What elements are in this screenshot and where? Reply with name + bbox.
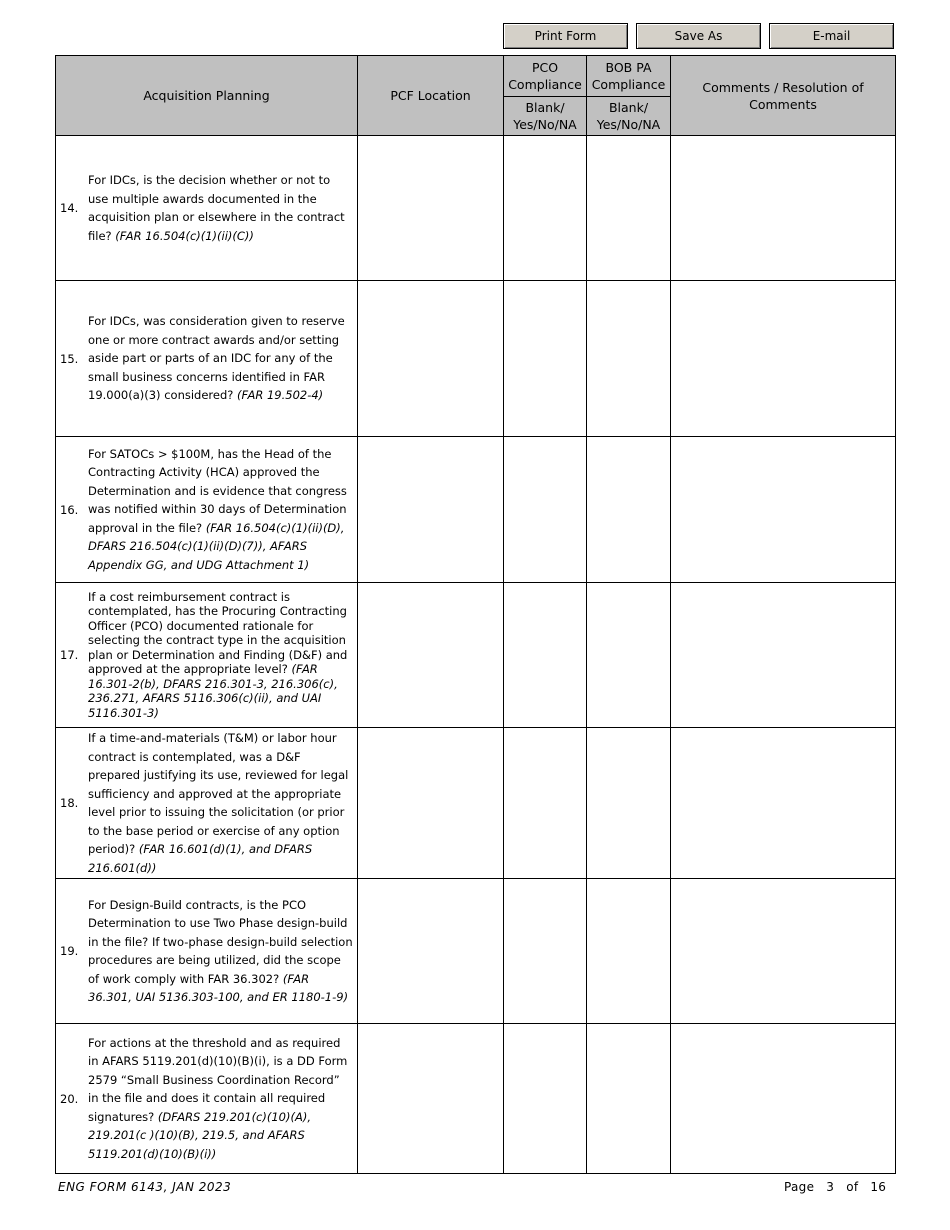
- pco-compliance-field[interactable]: [504, 136, 587, 281]
- bob-pa-compliance-field[interactable]: [587, 1024, 671, 1174]
- header-comments: Comments / Resolution of Comments: [671, 56, 896, 136]
- table-row: [56, 437, 896, 583]
- pcf-location-field[interactable]: [358, 1024, 504, 1174]
- form-identifier: ENG FORM 6143, JAN 2023: [58, 1180, 232, 1194]
- question-citation: (FAR 19.502-4): [237, 388, 324, 403]
- comments-field[interactable]: [671, 583, 896, 728]
- question-cell: [56, 879, 358, 1024]
- email-button[interactable]: E-mail: [769, 23, 894, 49]
- question-number: 19.: [60, 944, 79, 958]
- question-citation: (FAR 16.301-2(b), DFARS 216.301-3, 216.306(c), 236.271, AFARS 5116.306(c)(ii), and UAI 5116.301-3): [88, 662, 338, 720]
- comments-field[interactable]: [671, 136, 896, 281]
- question-number: 14.: [60, 201, 79, 215]
- question-citation: (FAR 36.301, UAI 5136.303-100, and ER 1180-1-9): [88, 971, 349, 1004]
- pcf-location-field[interactable]: [358, 136, 504, 281]
- bob-pa-compliance-field[interactable]: [587, 879, 671, 1024]
- question-number: 15.: [60, 351, 79, 366]
- header-bob-pa-compliance: BOB PA Compliance: [587, 56, 671, 97]
- question-text: If a time-and-materials (T&M) or labor hour contract is contemplated, was a D&F prepared justifying its use, reviewed for legal sufficiency and approved at the appropriate level prior to issuing the solicitation (or prior to the base period or exercise of any option period)? (FAR 16.601(d)(1), and DFARS 216.601(d)): [88, 731, 349, 875]
- bob-pa-compliance-field[interactable]: [587, 728, 671, 879]
- question-citation: (FAR 16.601(d)(1), and DFARS 216.601(d)): [88, 842, 313, 875]
- comments-field[interactable]: [671, 879, 896, 1024]
- question-cell: [56, 437, 358, 583]
- question-cell: [56, 583, 358, 728]
- comments-field[interactable]: [671, 281, 896, 437]
- pco-compliance-field[interactable]: [504, 879, 587, 1024]
- question-cell: [56, 1024, 358, 1174]
- header-acquisition-planning: Acquisition Planning: [56, 56, 358, 136]
- header-bob-blank-yes-no-na: Blank/ Yes/No/NA: [587, 97, 671, 136]
- bob-pa-compliance-field[interactable]: [587, 136, 671, 281]
- question-number: 18.: [60, 796, 79, 810]
- pcf-location-field[interactable]: [358, 879, 504, 1024]
- header-pcf-location: PCF Location: [358, 56, 504, 136]
- comments-field[interactable]: [671, 437, 896, 583]
- question-cell: [56, 136, 358, 281]
- print-form-button[interactable]: Print Form: [503, 23, 628, 49]
- bob-pa-compliance-field[interactable]: [587, 281, 671, 437]
- header-pco-blank-yes-no-na: Blank/ Yes/No/NA: [504, 97, 587, 136]
- question-text: For actions at the threshold and as required in AFARS 5119.201(d)(10)(B)(i), is a DD Form 2579 “Small Business Coordination Record” in the file and does it contain all required signatures? (DFARS 219.201(c)(10)(A), 219.201(c )(10)(B), 219.5, and AFARS 5119.201(d)(10)(B)(i)): [88, 1035, 348, 1161]
- page-label: Page: [784, 1180, 815, 1194]
- pco-compliance-field[interactable]: [504, 728, 587, 879]
- comments-field[interactable]: [671, 728, 896, 879]
- question-number: 17.: [60, 648, 79, 662]
- bob-pa-compliance-field[interactable]: [587, 583, 671, 728]
- question-text: If a cost reimbursement contract is contemplated, has the Procuring Contracting Officer (PCO) documented rationale for selecting the contract type in the acquisition plan or Determination and Finding (D&F) and approved at the appropriate level? (FAR 16.301-2(b), DFARS 216.301-3, 216.306(c), 236.271, AFARS 5116.306(c)(ii), and UAI 5116.301-3): [88, 589, 348, 720]
- acquisition-planning-table: [55, 55, 896, 1174]
- question-text: For IDCs, is the decision whether or not to use multiple awards documented in the acquisition plan or elsewhere in the contract file? (FAR 16.504(c)(1)(ii)(C)): [88, 173, 345, 243]
- header-pco-compliance: PCO Compliance: [504, 56, 587, 97]
- table-row: [56, 728, 896, 879]
- question-text: For IDCs, was consideration given to reserve one or more contract awards and/or setting aside part or parts of an IDC for any of the small business concerns identified in FAR 19.000(a)(3) considered? (FAR 19.502-4): [88, 314, 345, 403]
- pco-compliance-field[interactable]: [504, 437, 587, 583]
- page-total: 16: [870, 1180, 887, 1194]
- question-citation: (FAR 16.504(c)(1)(ii)(C)): [115, 228, 254, 243]
- question-text: For Design-Build contracts, is the PCO Determination to use Two Phase design-build in the file? If two-phase design-build selection procedures are being utilized, did the scope of work comply with FAR 36.302? (FAR 36.301, UAI 5136.303-100, and ER 1180-1-9): [88, 897, 353, 1004]
- pcf-location-field[interactable]: [358, 281, 504, 437]
- pco-compliance-field[interactable]: [504, 281, 587, 437]
- page-number: 3: [826, 1180, 835, 1194]
- save-as-button[interactable]: Save As: [636, 23, 761, 49]
- bob-pa-compliance-field[interactable]: [587, 437, 671, 583]
- table-row: [56, 583, 896, 728]
- table-row: [56, 281, 896, 437]
- comments-field[interactable]: [671, 1024, 896, 1174]
- question-number: 20.: [60, 1091, 79, 1106]
- pco-compliance-field[interactable]: [504, 1024, 587, 1174]
- pco-compliance-field[interactable]: [504, 583, 587, 728]
- pcf-location-field[interactable]: [358, 437, 504, 583]
- question-cell: [56, 728, 358, 879]
- pcf-location-field[interactable]: [358, 583, 504, 728]
- table-row: [56, 879, 896, 1024]
- question-citation: (FAR 16.504(c)(1)(ii)(D), DFARS 216.504(c)(1)(ii)(D)(7)), AFARS Appendix GG, and UDG Attachment 1): [88, 520, 345, 572]
- page-of-label: of: [846, 1180, 859, 1194]
- question-citation: (DFARS 219.201(c)(10)(A), 219.201(c )(10)(B), 219.5, and AFARS 5119.201(d)(10)(B)(i)): [88, 1109, 311, 1161]
- table-row: [56, 1024, 896, 1174]
- pcf-location-field[interactable]: [358, 728, 504, 879]
- page-indicator: [784, 1180, 898, 1194]
- question-cell: [56, 281, 358, 437]
- question-text: For SATOCs > $100M, has the Head of the Contracting Activity (HCA) approved the Determination and is evidence that congress was notified within 30 days of Determination approval in the file? (FAR 16.504(c)(1)(ii)(D), DFARS 216.504(c)(1)(ii)(D)(7)), AFARS Appendix GG, and UDG Attachment 1): [88, 446, 347, 572]
- question-number: 16.: [60, 502, 79, 517]
- table-row: [56, 136, 896, 281]
